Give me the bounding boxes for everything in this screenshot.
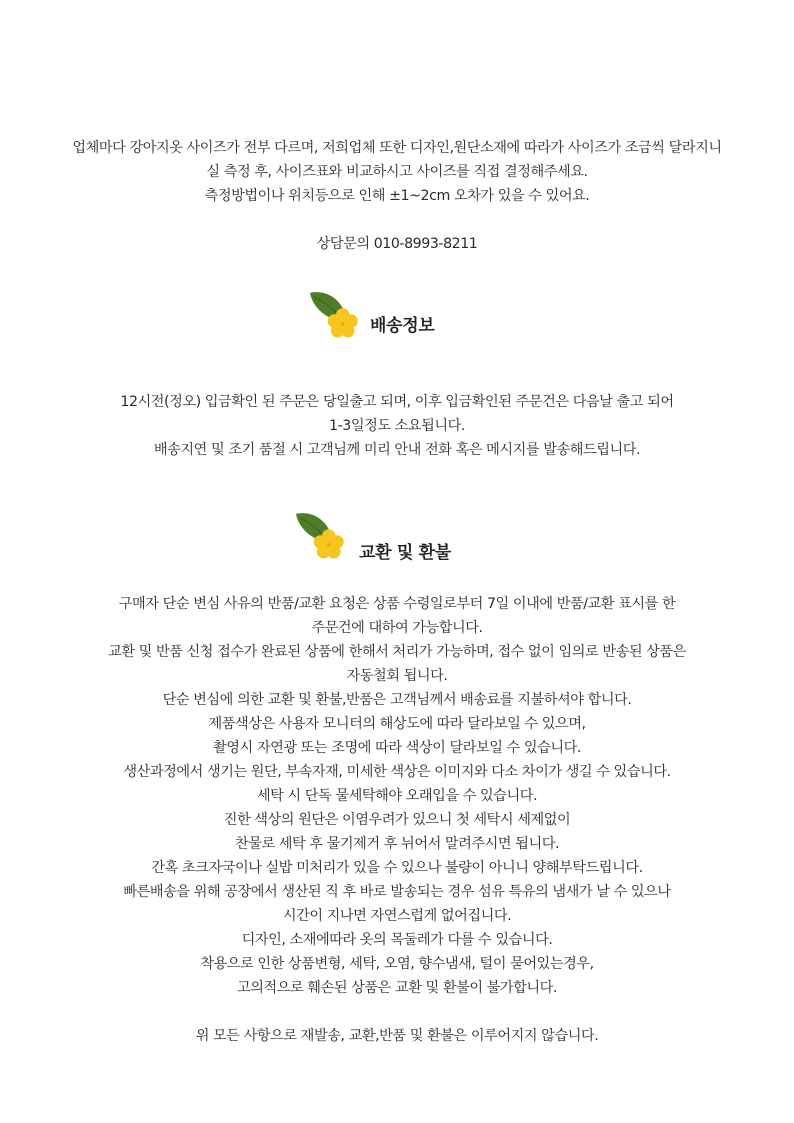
exchange-line: 빠른배송을 위해 공장에서 생산된 직 후 바로 발송되는 경우 섬유 특유의 냄새가 날 수 있으나 bbox=[123, 884, 671, 900]
size-notice-line: 실 측정 후, 사이즈표와 비교하시고 사이즈를 직접 결정해주세요. bbox=[206, 164, 588, 180]
exchange-line: 촬영시 자연광 또는 조명에 따라 색상이 달라보일 수 있습니다. bbox=[213, 740, 581, 756]
exchange-line: 주문건에 대하여 가능합니다. bbox=[311, 620, 483, 636]
exchange-line: 교환 및 반품 신청 접수가 완료된 상품에 한해서 처리가 가능하며, 접수 없이 임의로 반송된 상품은 bbox=[108, 644, 686, 660]
shipping-line: 12시전(정오) 입금확인 된 주문은 당일출고 되며, 이후 입금확인된 주문건은 다음날 출고 되어 bbox=[120, 394, 674, 410]
exchange-line: 단순 변심에 의한 교환 및 환불,반품은 고객님께서 배송료를 지불하셔야 합니다. bbox=[162, 692, 632, 708]
exchange-line: 디자인, 소재에따라 옷의 목둘레가 다를 수 있습니다. bbox=[241, 932, 553, 948]
flower-leaf-icon bbox=[306, 289, 364, 343]
exchange-line: 착용으로 인한 상품변형, 세탁, 오염, 향수냄새, 털이 묻어있는경우, bbox=[200, 956, 594, 972]
shipping-info bbox=[0, 390, 794, 462]
exchange-line: 구매자 단순 변심 사유의 반품/교환 요청은 상품 수령일로부터 7일 이내에 반품/교환 표시를 한 bbox=[118, 596, 676, 612]
exchange-line: 찬물로 세탁 후 물기제거 후 뉘어서 말려주시면 됩니다. bbox=[234, 836, 560, 852]
shipping-line: 배송지연 및 조기 품절 시 고객님께 미리 안내 전화 혹은 메시지를 발송해드립니다. bbox=[153, 442, 641, 458]
exchange-line: 간혹 초크자국이나 실밥 미처리가 있을 수 있으나 불량이 아니니 양해부탁드립니다. bbox=[151, 860, 643, 876]
exchange-line: 고의적으로 훼손된 상품은 교환 및 환불이 불가합니다. bbox=[236, 980, 558, 996]
size-notice-line: 업체마다 강아지옷 사이즈가 전부 다르며, 저희업체 또한 디자인,원단소재에 따라가 사이즈가 조금씩 달라지니 bbox=[72, 140, 722, 156]
exchange-info bbox=[0, 592, 794, 1048]
shipping-line: 1-3일정도 소요됩니다. bbox=[329, 418, 465, 434]
exchange-line: 생산과정에서 생기는 원단, 부속자재, 미세한 색상은 이미지와 다소 차이가 생길 수 있습니다. bbox=[123, 764, 671, 780]
exchange-line: 자동철회 됩니다. bbox=[346, 668, 448, 684]
exchange-title: 교환 및 환불 bbox=[359, 543, 451, 563]
exchange-line: 시간이 지나면 자연스럽게 없어집니다. bbox=[282, 908, 512, 924]
final-note: 위 모든 사항으로 재발송, 교환,반품 및 환불은 이루어지지 않습니다. bbox=[195, 1028, 599, 1044]
exchange-line: 진한 색상의 원단은 이염우려가 있으니 첫 세탁시 세제없이 bbox=[223, 812, 571, 828]
exchange-line: 세탁 시 단독 물세탁해야 오래입을 수 있습니다. bbox=[256, 788, 538, 804]
exchange-line: 제품색상은 사용자 모니터의 해상도에 따라 달라보일 수 있으며, bbox=[208, 716, 586, 732]
shipping-title: 배송정보 bbox=[370, 316, 435, 336]
size-notice-line: 측정방법이나 위치등으로 인해 ±1~2cm 오차가 있을 수 있어요. bbox=[204, 188, 590, 204]
exchange-heading bbox=[0, 510, 794, 570]
shipping-heading bbox=[0, 289, 794, 349]
contact-phone: 상담문의 010-8993-8211 bbox=[316, 236, 478, 252]
size-notice bbox=[0, 136, 794, 256]
flower-leaf-icon bbox=[292, 510, 350, 564]
